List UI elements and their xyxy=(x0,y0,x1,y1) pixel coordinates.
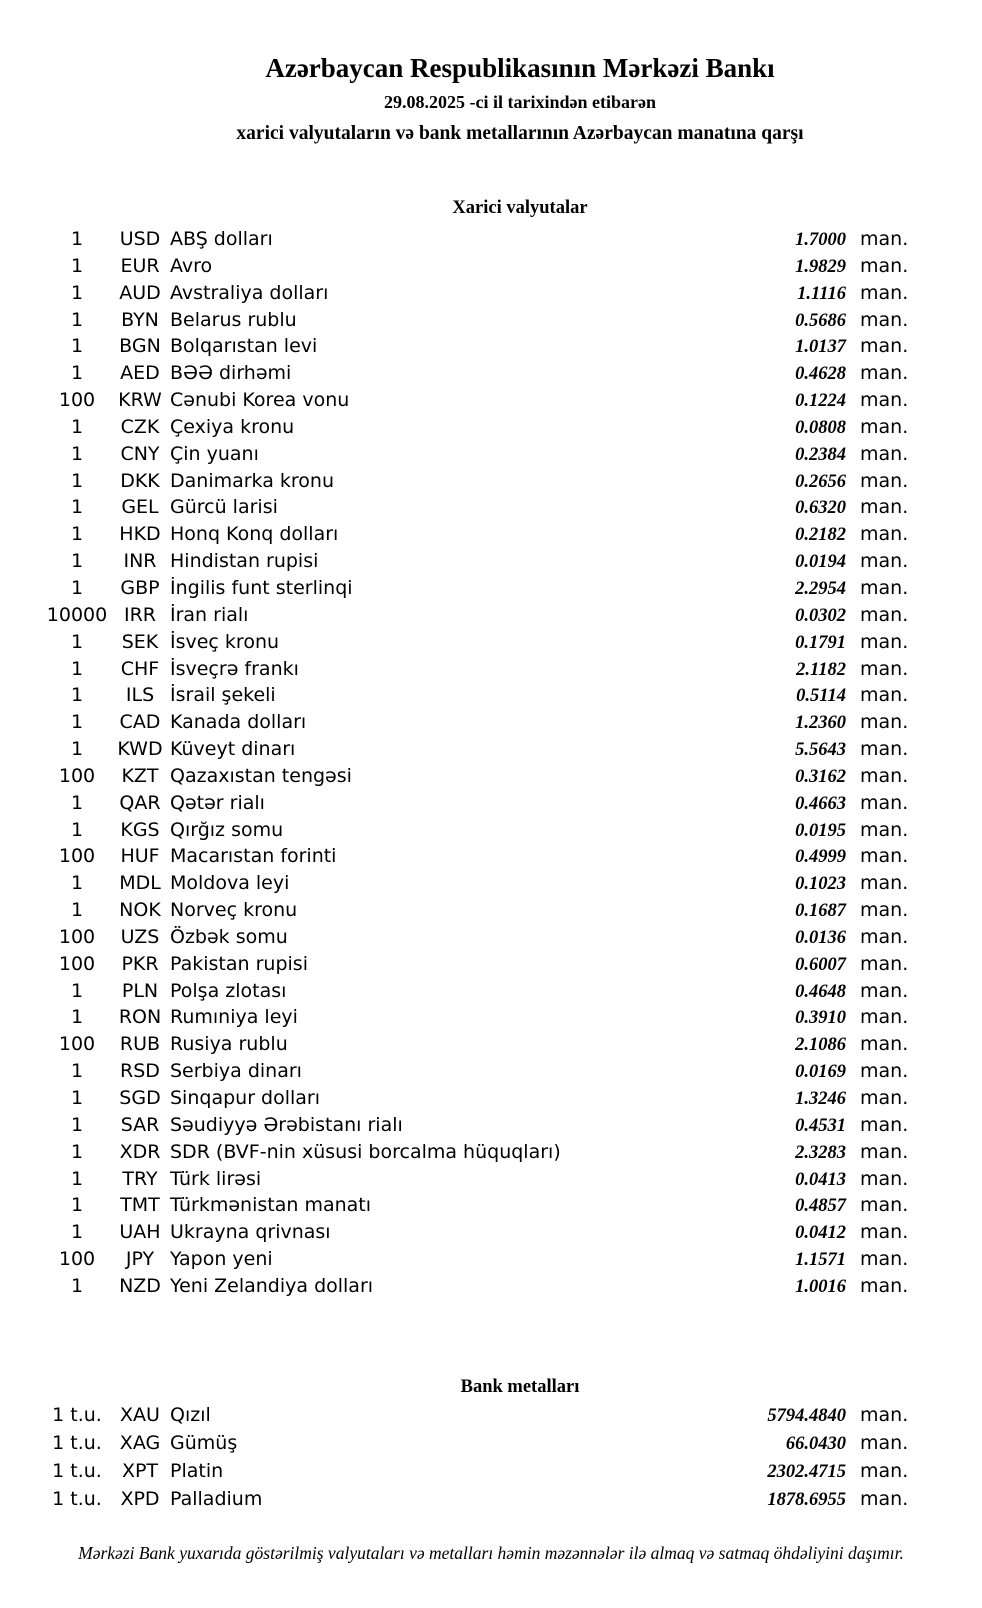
rate-row xyxy=(0,309,982,336)
currencies-table xyxy=(0,228,982,1302)
metals-table xyxy=(0,1404,982,1516)
rate-value: 0.4857 xyxy=(795,1196,846,1217)
rate-row xyxy=(0,631,982,658)
currency-code: HUF xyxy=(120,845,160,868)
rate-value: 0.4648 xyxy=(795,981,846,1002)
currency-code: AUD xyxy=(119,281,161,304)
currency-code: XDR xyxy=(119,1140,161,1163)
rate-row xyxy=(0,926,982,953)
unit-label: man. xyxy=(860,1459,909,1482)
currency-name: Türk lirəsi xyxy=(170,1167,262,1190)
quantity: 1 xyxy=(70,1274,84,1297)
rate-value: 0.0195 xyxy=(795,820,846,841)
rate-value: 0.0136 xyxy=(795,927,846,948)
currency-name: Danimarka kronu xyxy=(170,469,335,492)
quantity: 1 xyxy=(70,1113,84,1136)
currency-code: DKK xyxy=(120,469,160,492)
quantity: 1 xyxy=(70,711,84,734)
unit-label: man. xyxy=(860,1403,909,1426)
rate-value: 1.2360 xyxy=(795,713,846,734)
rate-row xyxy=(0,416,982,443)
currency-name: Polşa zlotası xyxy=(170,979,287,1002)
rate-value: 0.4999 xyxy=(795,847,846,868)
rate-row xyxy=(0,1114,982,1141)
currency-name: Yeni Zelandiya dolları xyxy=(170,1274,374,1297)
unit-label: man. xyxy=(860,415,909,438)
quantity: 1 xyxy=(70,1140,84,1163)
rate-value: 1878.6955 xyxy=(767,1489,846,1510)
currency-name: Çexiya kronu xyxy=(170,415,295,438)
currency-name: Serbiya dinarı xyxy=(170,1060,302,1083)
currency-name: Avstraliya dolları xyxy=(170,281,329,304)
rate-row xyxy=(0,470,982,497)
unit-label: man. xyxy=(860,442,909,465)
currency-code: XPT xyxy=(121,1459,159,1482)
unit-label: man. xyxy=(860,1248,909,1271)
currency-name: Platin xyxy=(170,1459,224,1482)
rate-value: 2302.4715 xyxy=(767,1461,846,1482)
rate-value: 1.1116 xyxy=(797,283,846,304)
currency-code: RUB xyxy=(119,1033,161,1056)
currency-code: CHF xyxy=(120,657,160,680)
currency-code: XPD xyxy=(120,1487,160,1510)
rate-value: 0.6320 xyxy=(795,498,846,519)
unit-label: man. xyxy=(860,362,909,385)
quantity: 1 xyxy=(70,415,84,438)
unit-label: man. xyxy=(860,496,909,519)
unit-label: man. xyxy=(860,791,909,814)
currency-name: Macarıstan forinti xyxy=(170,845,337,868)
currency-code: BGN xyxy=(119,335,161,358)
unit-label: man. xyxy=(860,818,909,841)
rate-value: 0.4531 xyxy=(795,1115,846,1136)
currency-code: MDL xyxy=(119,872,161,895)
unit-label: man. xyxy=(860,281,909,304)
unit-label: man. xyxy=(860,899,909,922)
currency-name: Pakistan rupisi xyxy=(170,952,308,975)
rate-row xyxy=(0,1432,982,1460)
currency-code: INR xyxy=(123,550,157,573)
quantity: 100 xyxy=(58,764,96,787)
rate-row xyxy=(0,658,982,685)
currency-code: PKR xyxy=(121,952,159,975)
currency-code: GBP xyxy=(120,576,160,599)
rate-value: 1.9829 xyxy=(795,256,846,277)
currency-code: SGD xyxy=(119,1087,161,1109)
currency-code: KZT xyxy=(121,764,159,787)
currency-name: İsveç kronu xyxy=(170,630,280,653)
unit-label: man. xyxy=(860,1194,909,1217)
unit-label: man. xyxy=(860,1060,909,1083)
rate-row xyxy=(0,738,982,765)
rate-row xyxy=(0,845,982,872)
rate-row xyxy=(0,604,982,631)
rate-value: 0.0413 xyxy=(795,1169,846,1190)
quantity: 1 xyxy=(70,335,84,358)
quantity: 1 xyxy=(70,1167,84,1190)
currency-name: Gürcü larisi xyxy=(170,496,278,519)
page-title: Azərbaycan Respublikasının Mərkəzi Bankı xyxy=(265,53,775,83)
unit-label: man. xyxy=(860,308,909,331)
rate-row xyxy=(0,523,982,550)
currency-code: CZK xyxy=(120,415,160,438)
unit-label: man. xyxy=(860,738,909,761)
currency-code: CNY xyxy=(120,442,160,465)
currency-code: UAH xyxy=(119,1221,161,1244)
currency-name: Belarus rublu xyxy=(170,308,297,331)
effective-date: 29.08.2025 -ci il tarixindən etibarən xyxy=(384,92,656,112)
unit-label: man. xyxy=(860,684,909,707)
rate-row xyxy=(0,792,982,819)
currency-name: ABŞ dolları xyxy=(170,228,273,250)
rate-row xyxy=(0,1087,982,1114)
rate-value: 0.4663 xyxy=(795,793,846,814)
unit-label: man. xyxy=(860,1221,909,1244)
rate-value: 0.6007 xyxy=(795,954,846,975)
rate-value: 0.1687 xyxy=(795,901,846,922)
rate-value: 0.0412 xyxy=(795,1223,846,1244)
rate-value: 2.1182 xyxy=(796,659,846,680)
rate-row xyxy=(0,335,982,362)
quantity: 1 xyxy=(70,1006,84,1029)
rate-row xyxy=(0,389,982,416)
currency-name: Qırğız somu xyxy=(170,818,284,841)
quantity: 1 xyxy=(70,362,84,385)
currency-name: Özbək somu xyxy=(170,925,288,948)
unit-label: man. xyxy=(860,711,909,734)
unit-label: man. xyxy=(860,952,909,975)
currency-code: USD xyxy=(119,228,161,250)
currency-code: QAR xyxy=(119,791,161,814)
page-header xyxy=(0,0,982,221)
unit-label: man. xyxy=(860,335,909,358)
page-subtitle: xarici valyutaların və bank metallarının Azərbaycan manatına qarşı xyxy=(236,123,804,144)
rate-value: 0.0169 xyxy=(795,1062,846,1083)
currency-name: Gümüş xyxy=(170,1431,238,1454)
currency-name: Sinqapur dolları xyxy=(170,1087,321,1109)
footer-note: Mərkəzi Bank yuxarıda göstərilmiş valyutaları və metalları həmin məzənnələr ilə almaq və satmaq öhdəliyini daşımır. xyxy=(78,1542,904,1563)
unit-label: man. xyxy=(860,1140,909,1163)
currency-name: Yapon yeni xyxy=(170,1248,273,1271)
unit-label: man. xyxy=(860,469,909,492)
currency-name: Kanada dolları xyxy=(170,711,307,734)
rate-row xyxy=(0,1221,982,1248)
quantity: 1 xyxy=(70,1060,84,1083)
rate-value: 2.1086 xyxy=(795,1035,846,1056)
unit-label: man. xyxy=(860,979,909,1002)
rate-row xyxy=(0,1275,982,1302)
unit-label: man. xyxy=(860,228,909,250)
currency-code: KGS xyxy=(120,818,160,841)
quantity: 1 xyxy=(70,496,84,519)
rate-row xyxy=(0,228,982,255)
quantity: 100 xyxy=(58,1248,96,1271)
currency-name: Avro xyxy=(170,254,213,277)
rate-value: 1.0016 xyxy=(795,1276,846,1297)
unit-label: man. xyxy=(860,389,909,412)
unit-label: man. xyxy=(860,925,909,948)
rate-value: 0.4628 xyxy=(795,364,846,385)
currency-name: Qazaxıstan tengəsi xyxy=(170,764,352,787)
unit-label: man. xyxy=(860,630,909,653)
quantity: 100 xyxy=(58,389,96,412)
quantity: 1 xyxy=(70,523,84,546)
quantity: 1 t.u. xyxy=(52,1403,102,1426)
rate-value: 1.0137 xyxy=(795,337,846,358)
quantity: 1 xyxy=(70,979,84,1002)
currency-name: İran rialı xyxy=(170,603,249,626)
rate-value: 0.0808 xyxy=(795,417,846,438)
currency-name: Honq Konq dolları xyxy=(170,523,339,546)
currency-name: Palladium xyxy=(170,1487,263,1510)
quantity: 100 xyxy=(58,1033,96,1056)
currency-name: İsrail şekeli xyxy=(170,684,276,707)
currency-name: İngilis funt sterlinqi xyxy=(170,576,353,599)
currency-code: IRR xyxy=(123,603,156,626)
rate-row xyxy=(0,1168,982,1195)
currency-name: Türkmənistan manatı xyxy=(170,1194,372,1217)
rate-value: 1.1571 xyxy=(795,1250,846,1271)
unit-label: man. xyxy=(860,1087,909,1109)
rate-row xyxy=(0,255,982,282)
rate-value: 0.5114 xyxy=(796,686,846,707)
currency-name: Rumıniya leyi xyxy=(170,1006,298,1029)
currency-name: Norveç kronu xyxy=(170,899,298,922)
currency-code: TMT xyxy=(120,1194,160,1217)
quantity: 1 xyxy=(70,1221,84,1244)
rate-value: 0.1224 xyxy=(795,391,846,412)
rate-row xyxy=(0,1248,982,1275)
unit-label: man. xyxy=(860,576,909,599)
currency-code: XAG xyxy=(119,1431,161,1454)
quantity: 1 xyxy=(70,576,84,599)
currency-name: SDR (BVF-nin xüsusi borcalma hüquqları) xyxy=(170,1140,561,1163)
rate-value: 0.3910 xyxy=(795,1008,846,1029)
quantity: 1 xyxy=(70,550,84,573)
rate-row xyxy=(0,1141,982,1168)
currency-name: İsveçrə frankı xyxy=(170,657,299,680)
currency-name: Bolqarıstan levi xyxy=(170,335,318,358)
rate-row xyxy=(0,496,982,523)
unit-label: man. xyxy=(860,845,909,868)
unit-label: man. xyxy=(860,872,909,895)
quantity: 1 t.u. xyxy=(52,1487,102,1510)
quantity: 1 xyxy=(70,1194,84,1217)
rate-row xyxy=(0,711,982,738)
currency-code: BYN xyxy=(121,308,159,331)
currency-code: AED xyxy=(120,362,160,385)
rate-row xyxy=(0,1006,982,1033)
rate-value: 0.3162 xyxy=(795,766,846,787)
quantity: 1 xyxy=(70,657,84,680)
unit-label: man. xyxy=(860,1167,909,1190)
unit-label: man. xyxy=(860,603,909,626)
currency-code: XAU xyxy=(120,1403,160,1426)
quantity: 1 xyxy=(70,738,84,761)
rate-value: 66.0430 xyxy=(785,1433,846,1454)
currency-code: CAD xyxy=(119,711,161,734)
currency-code: ILS xyxy=(125,684,155,707)
currency-code: HKD xyxy=(119,523,161,546)
currencies-section-heading: Xarici valyutalar xyxy=(452,198,588,218)
rate-row xyxy=(0,765,982,792)
quantity: 1 xyxy=(70,684,84,707)
rate-value: 1.3246 xyxy=(795,1089,846,1109)
rate-row xyxy=(0,980,982,1007)
currency-code: RSD xyxy=(120,1060,160,1083)
currency-name: Qızıl xyxy=(170,1403,211,1426)
currency-code: GEL xyxy=(121,496,159,519)
rate-value: 0.2384 xyxy=(795,444,846,465)
rate-value: 1.7000 xyxy=(795,230,846,250)
quantity: 1 xyxy=(70,469,84,492)
rate-value: 0.2656 xyxy=(795,471,846,492)
unit-label: man. xyxy=(860,1113,909,1136)
metals-section-heading: Bank metalları xyxy=(460,1376,580,1397)
rate-row xyxy=(0,362,982,389)
quantity: 10000 xyxy=(46,603,108,626)
rate-value: 0.0194 xyxy=(795,552,846,573)
quantity: 1 xyxy=(70,818,84,841)
rate-row xyxy=(0,577,982,604)
currency-name: Qətər rialı xyxy=(170,791,265,814)
unit-label: man. xyxy=(860,1487,909,1510)
currency-code: PLN xyxy=(121,979,159,1002)
unit-label: man. xyxy=(860,657,909,680)
currency-code: KRW xyxy=(118,389,162,412)
quantity: 100 xyxy=(58,845,96,868)
quantity: 1 xyxy=(70,791,84,814)
currency-code: NOK xyxy=(119,899,161,922)
metals-header xyxy=(0,1374,982,1400)
quantity: 1 xyxy=(70,630,84,653)
currency-code: TRY xyxy=(122,1167,158,1190)
currency-code: EUR xyxy=(120,254,160,277)
rate-value: 2.3283 xyxy=(795,1142,846,1163)
currency-name: BƏƏ dirhəmi xyxy=(170,362,292,385)
currency-name: Küveyt dinarı xyxy=(170,738,296,761)
rate-row xyxy=(0,819,982,846)
currency-code: JPY xyxy=(125,1248,155,1271)
currency-code: RON xyxy=(118,1006,162,1029)
currency-name: Çin yuanı xyxy=(170,442,259,465)
rate-value: 5794.4840 xyxy=(767,1405,846,1426)
rate-row xyxy=(0,1460,982,1488)
rate-row xyxy=(0,550,982,577)
quantity: 1 t.u. xyxy=(52,1459,102,1482)
rate-row xyxy=(0,282,982,309)
unit-label: man. xyxy=(860,1274,909,1297)
quantity: 1 xyxy=(70,254,84,277)
quantity: 100 xyxy=(58,952,96,975)
unit-label: man. xyxy=(860,523,909,546)
unit-label: man. xyxy=(860,764,909,787)
quantity: 1 xyxy=(70,308,84,331)
currency-name: Cənubi Korea vonu xyxy=(170,389,350,412)
quantity: 1 xyxy=(70,281,84,304)
currency-code: UZS xyxy=(120,925,160,948)
rate-value: 0.2182 xyxy=(795,525,846,546)
rate-row xyxy=(0,1033,982,1060)
quantity: 1 xyxy=(70,228,84,250)
rate-row xyxy=(0,1488,982,1516)
currency-name: Ukrayna qrivnası xyxy=(170,1221,331,1244)
rate-value: 0.5686 xyxy=(795,310,846,331)
currency-code: NZD xyxy=(119,1274,161,1297)
unit-label: man. xyxy=(860,1431,909,1454)
quantity: 1 xyxy=(70,872,84,895)
rate-row xyxy=(0,899,982,926)
currency-code: KWD xyxy=(117,738,163,761)
unit-label: man. xyxy=(860,550,909,573)
currency-name: Hindistan rupisi xyxy=(170,550,319,573)
quantity: 1 xyxy=(70,1087,84,1109)
quantity: 1 xyxy=(70,899,84,922)
rate-value: 0.0302 xyxy=(795,605,846,626)
rate-row xyxy=(0,953,982,980)
currency-name: Moldova leyi xyxy=(170,872,290,895)
unit-label: man. xyxy=(860,1033,909,1056)
rate-value: 2.2954 xyxy=(795,578,846,599)
quantity: 100 xyxy=(58,925,96,948)
rate-value: 0.1791 xyxy=(795,632,846,653)
currency-name: Səudiyyə Ərəbistanı rialı xyxy=(170,1113,403,1136)
rate-row xyxy=(0,684,982,711)
currency-code: SEK xyxy=(121,630,159,653)
rate-row xyxy=(0,872,982,899)
rate-row xyxy=(0,1404,982,1432)
rate-value: 5.5643 xyxy=(795,740,846,761)
rate-row xyxy=(0,1060,982,1087)
rate-row xyxy=(0,443,982,470)
rate-value: 0.1023 xyxy=(795,874,846,895)
quantity: 1 xyxy=(70,442,84,465)
quantity: 1 t.u. xyxy=(52,1431,102,1454)
currency-name: Rusiya rublu xyxy=(170,1033,288,1056)
rate-row xyxy=(0,1194,982,1221)
unit-label: man. xyxy=(860,254,909,277)
unit-label: man. xyxy=(860,1006,909,1029)
currency-code: SAR xyxy=(120,1113,160,1136)
